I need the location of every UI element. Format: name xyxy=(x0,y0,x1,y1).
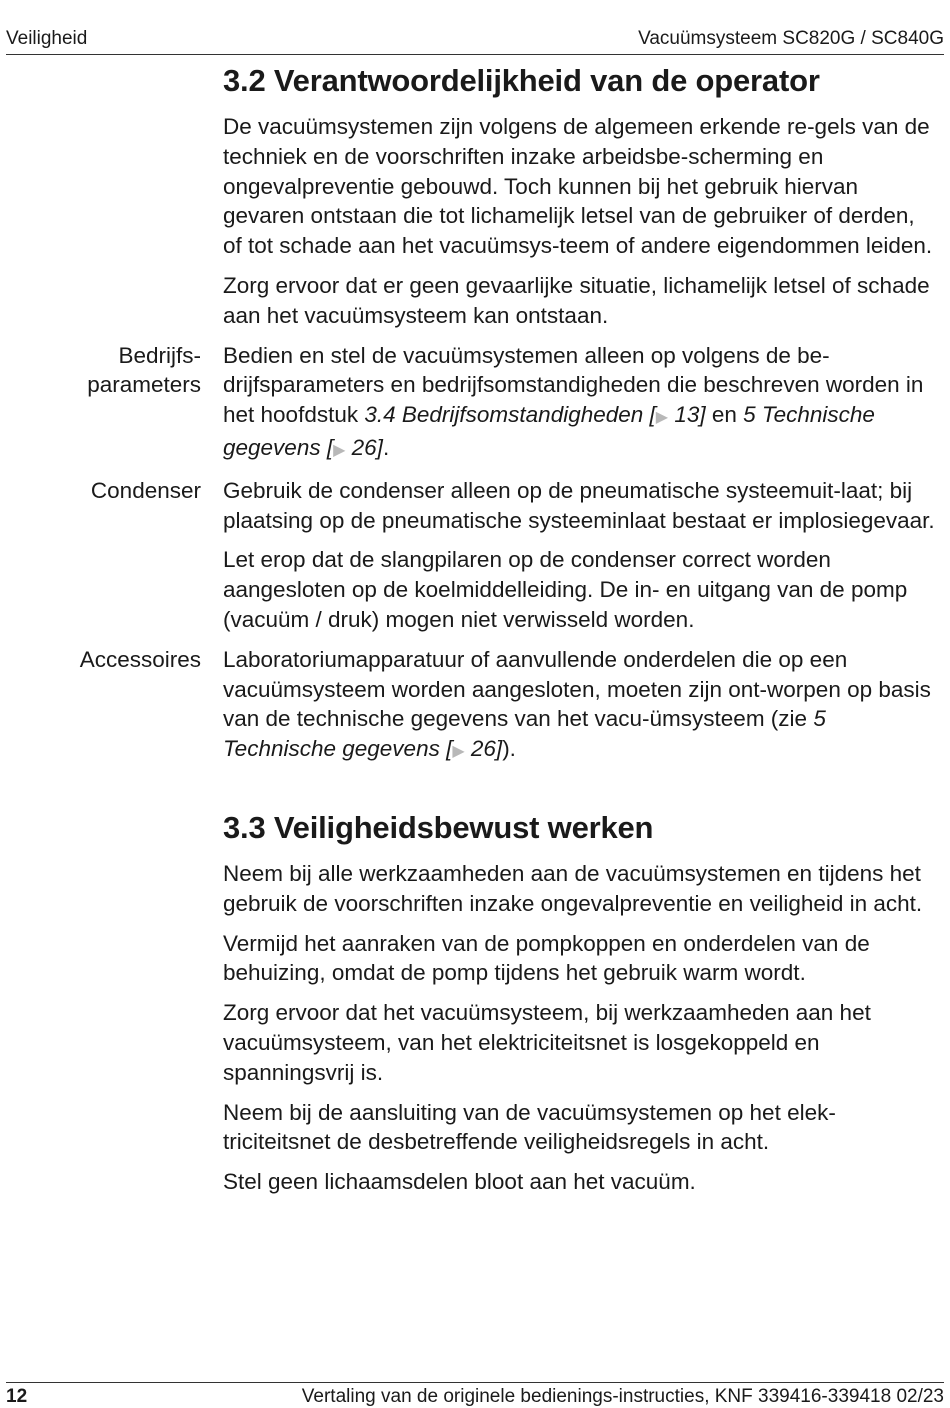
section-3-2-title: 3.2 Verantwoordelijkheid van de operator xyxy=(223,63,820,98)
section-3-3-paragraph-4: Neem bij de aansluiting van de vacuümsystemen op het elek-triciteitsnet de desbetreffende veiligheidsregels in acht. xyxy=(223,1099,836,1155)
accessoires-text-a: Laboratoriumapparatuur of aanvullende onderdelen die op een vacuümsysteem worden aangesloten, moeten zijn ont-worpen op basis van de technische gegevens van het vacu-ümsysteem (zie xyxy=(223,646,931,732)
side-label-condenser: Condenser xyxy=(90,477,201,503)
accessoires-paragraph xyxy=(223,645,935,767)
page-header xyxy=(6,28,944,55)
condenser-block xyxy=(90,476,935,635)
ref-text: 3.4 Bedrijfsomstandigheden [ xyxy=(364,402,656,428)
bedrijfsparameters-block xyxy=(87,341,935,466)
footer-document-info: Vertaling van de originele bedienings-instructies, KNF 339416-339418 02/23 xyxy=(301,1386,944,1407)
accessoires-block xyxy=(79,645,935,767)
side-label-line-2: parameters xyxy=(87,372,201,398)
ref-page: 26] xyxy=(345,434,383,460)
triangle-right-icon: ▶ xyxy=(333,441,346,459)
section-3-2-paragraph-2: Zorg ervoor dat er geen gevaarlijke situatie, lichamelijk letsel of schade aan het vacuümsysteem kan ontstaan. xyxy=(223,272,930,328)
cross-reference-link[interactable] xyxy=(364,402,705,427)
section-3-3-paragraph-2: Vermijd het aanraken van de pompkoppen en onderdelen van de behuizing, omdat de pomp tijdens het gebruik warm wordt. xyxy=(223,930,870,986)
accessoires-text-b: ). xyxy=(502,736,516,762)
triangle-right-icon: ▶ xyxy=(452,743,465,761)
section-3-3-title: 3.3 Veiligheidsbewust werken xyxy=(223,809,654,845)
section-3-2-paragraph-1: De vacuümsystemen zijn volgens de algemeen erkende re-gels van de techniek en de voorschriften inzake arbeidsbe-scherming en ongevalpreventie gebouwd. Toch kunnen bij het gebruik hiervan gevaren ontstaan die tot lichamelijk letsel van de gebruiker of derden, of tot schade aan het vacuümsys-teem of andere eigendommen leiden. xyxy=(223,114,933,259)
side-label-line-1: Bedrijfs- xyxy=(118,342,201,368)
condenser-paragraph-2: Let erop dat de slangpilaren op de condenser correct worden aangesloten op de koelmiddelleiding. De in- en uitgang van de pomp (vacuüm / druk) mogen niet verwisseld worden. xyxy=(223,547,908,632)
ref-page: 13] xyxy=(668,402,706,428)
page-number: 12 xyxy=(6,1386,28,1407)
triangle-right-icon: ▶ xyxy=(655,409,669,427)
section-3-3-paragraph-1: Neem bij alle werkzaamheden aan de vacuümsystemen en tijdens het gebruik de voorschriften inzake ongevalpreventie en veiligheid in acht. xyxy=(223,860,923,916)
section-3-3-paragraph-3: Zorg ervoor dat het vacuümsysteem, bij werkzaamheden aan het vacuümsysteem, van het elektriciteitsnet is losgekoppeld en spanningsvrij is. xyxy=(223,1000,871,1085)
bedrijf-text-c: . xyxy=(382,434,390,460)
ref-text: 5 Technische gegevens [ xyxy=(223,706,826,762)
ref-page: 26] xyxy=(464,736,503,762)
ref-text: 5 Technische gegevens [ xyxy=(223,402,875,460)
bedrijfsparameters-paragraph xyxy=(223,341,935,466)
section-3-3-paragraph-5: Stel geen lichaamsdelen bloot aan het vacuüm. xyxy=(223,1169,696,1195)
page-footer xyxy=(6,1382,944,1408)
side-label-accessoires: Accessoires xyxy=(79,646,201,672)
bedrijf-text-a: Bedien en stel de vacuümsystemen alleen op volgens de be-drijfsparameters en bedrijfsomstandigheden die beschreven worden in het hoofdstuk xyxy=(223,342,924,428)
header-section-name: Veiligheid xyxy=(6,28,88,49)
condenser-paragraph-1: Gebruik de condenser alleen op de pneumatische systeemuit-laat; bij plaatsing op de pneumatische systeeminlaat bestaat er implosiegevaar. xyxy=(223,477,935,533)
main-content xyxy=(79,62,935,1207)
bedrijf-text-b: en xyxy=(705,402,744,428)
header-product-name: Vacuümsysteem SC820G / SC840G xyxy=(638,28,944,49)
side-label-bedrijfsparameters xyxy=(11,341,201,401)
